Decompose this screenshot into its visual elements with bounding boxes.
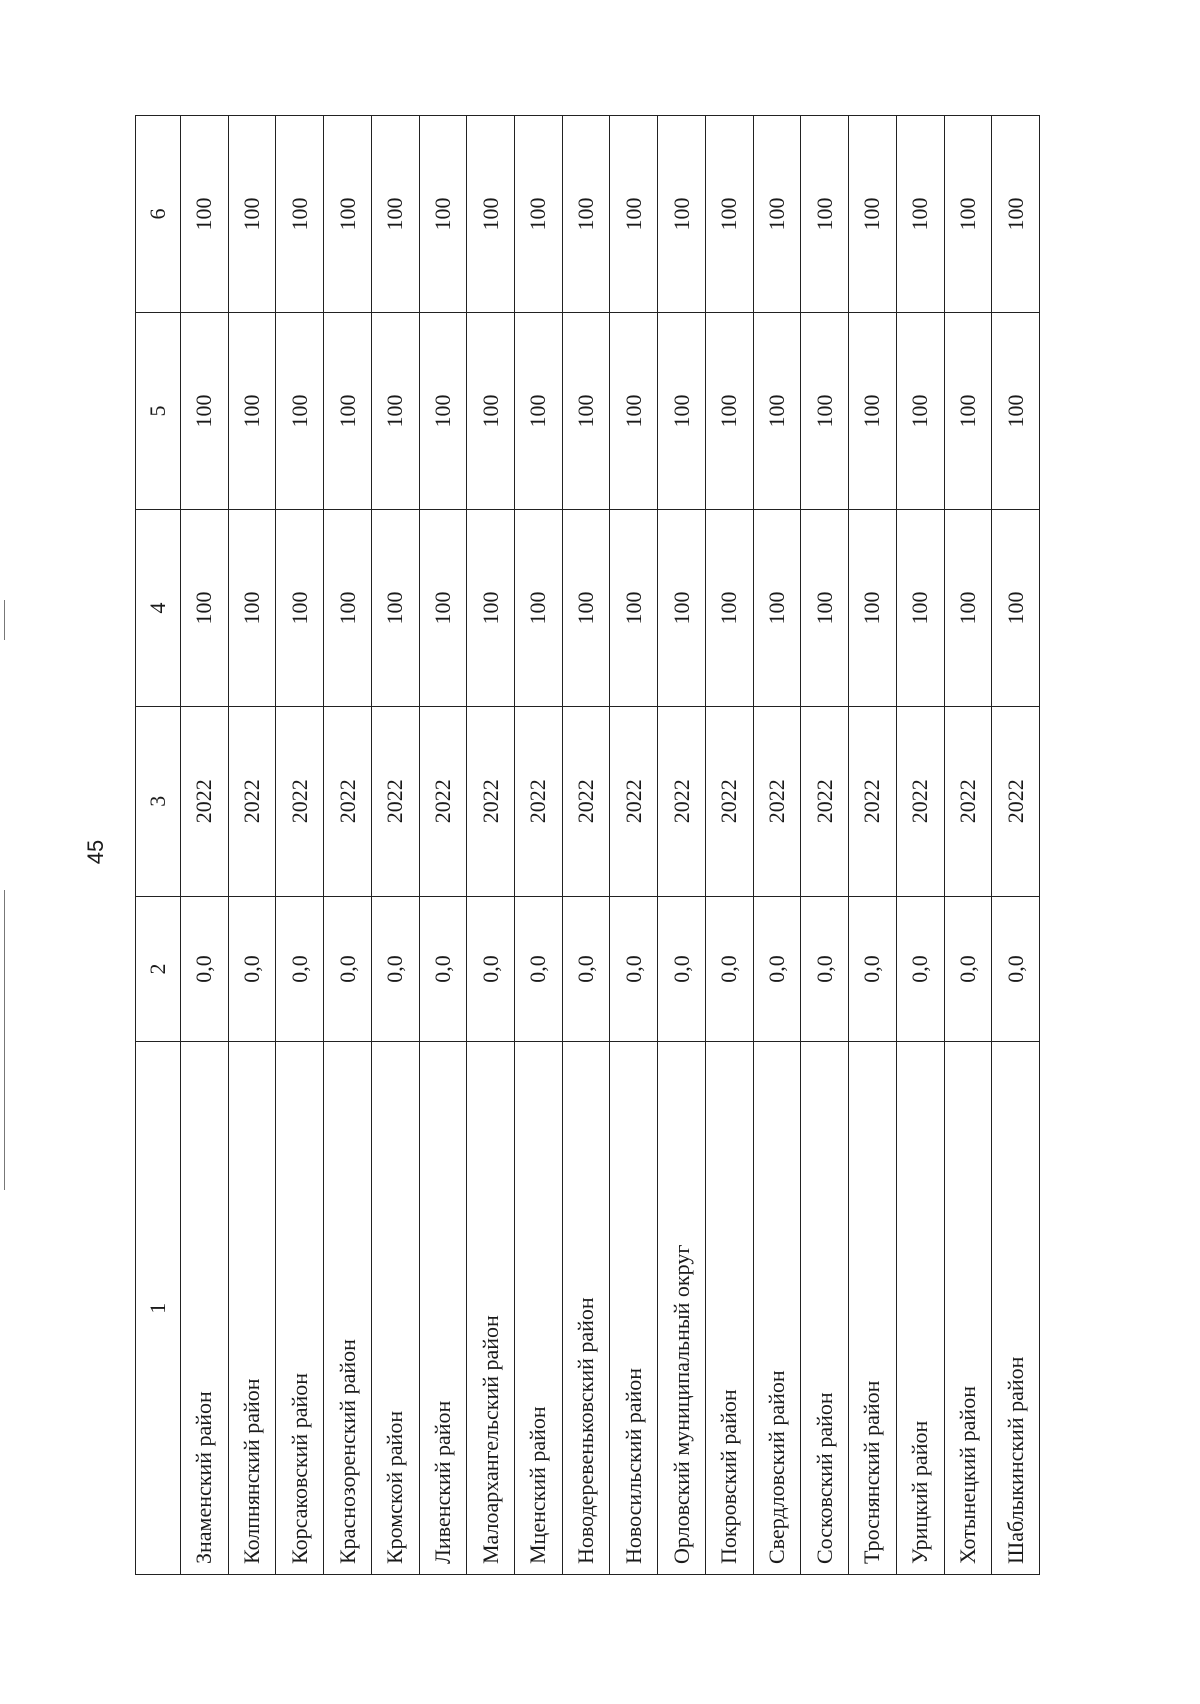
value-cell: 100: [610, 313, 658, 510]
district-name-cell: Сосковский район: [801, 1042, 849, 1575]
table-row: [228, 116, 276, 1575]
value-cell: 0,0: [610, 896, 658, 1042]
value-cell: 100: [228, 509, 276, 706]
district-name-cell: Краснозоренский район: [324, 1042, 372, 1575]
value-cell: 100: [753, 116, 801, 313]
value-cell: 0,0: [992, 896, 1040, 1042]
value-cell: 0,0: [324, 896, 372, 1042]
value-cell: 100: [467, 313, 515, 510]
value-cell: 100: [610, 116, 658, 313]
value-cell: 100: [324, 509, 372, 706]
table-header-row: [136, 116, 181, 1575]
value-cell: 2022: [658, 706, 706, 896]
column-header: 3: [136, 706, 181, 896]
value-cell: 0,0: [849, 896, 897, 1042]
table-row: [467, 116, 515, 1575]
value-cell: 2022: [753, 706, 801, 896]
district-name-cell: Ливенский район: [419, 1042, 467, 1575]
column-header: 5: [136, 313, 181, 510]
value-cell: 100: [324, 116, 372, 313]
value-cell: 2022: [944, 706, 992, 896]
scan-edge-mark: [4, 600, 5, 640]
value-cell: 100: [276, 116, 324, 313]
table-row: [610, 116, 658, 1575]
district-name-cell: Колпнянский район: [228, 1042, 276, 1575]
value-cell: 2022: [992, 706, 1040, 896]
value-cell: 0,0: [944, 896, 992, 1042]
value-cell: 100: [896, 509, 944, 706]
value-cell: 2022: [705, 706, 753, 896]
value-cell: 100: [849, 116, 897, 313]
table-row: [371, 116, 419, 1575]
value-cell: 100: [562, 116, 610, 313]
value-cell: 100: [944, 116, 992, 313]
data-table: [135, 115, 1040, 1575]
table-row: [419, 116, 467, 1575]
value-cell: 0,0: [562, 896, 610, 1042]
value-cell: 100: [181, 509, 229, 706]
value-cell: 100: [705, 313, 753, 510]
value-cell: 2022: [419, 706, 467, 896]
value-cell: 2022: [371, 706, 419, 896]
table-row: [849, 116, 897, 1575]
value-cell: 0,0: [228, 896, 276, 1042]
table-row: [896, 116, 944, 1575]
value-cell: 0,0: [753, 896, 801, 1042]
value-cell: 100: [610, 509, 658, 706]
table-row: [515, 116, 563, 1575]
district-name-cell: Мценский район: [515, 1042, 563, 1575]
value-cell: 100: [658, 116, 706, 313]
value-cell: 100: [753, 313, 801, 510]
value-cell: 100: [181, 313, 229, 510]
value-cell: 0,0: [896, 896, 944, 1042]
value-cell: 100: [228, 313, 276, 510]
district-name-cell: Покровский район: [705, 1042, 753, 1575]
table-row: [705, 116, 753, 1575]
table-row: [992, 116, 1040, 1575]
table-row: [562, 116, 610, 1575]
value-cell: 0,0: [515, 896, 563, 1042]
value-cell: 100: [705, 116, 753, 313]
district-name-cell: Новодеревеньковский район: [562, 1042, 610, 1575]
value-cell: 100: [849, 313, 897, 510]
value-cell: 0,0: [467, 896, 515, 1042]
district-name-cell: Новосильский район: [610, 1042, 658, 1575]
district-name-cell: Корсаковский район: [276, 1042, 324, 1575]
value-cell: 100: [515, 509, 563, 706]
column-header: 6: [136, 116, 181, 313]
table-row: [801, 116, 849, 1575]
value-cell: 0,0: [705, 896, 753, 1042]
district-name-cell: Хотынецкий район: [944, 1042, 992, 1575]
data-table-rotated: [135, 115, 1040, 1575]
value-cell: 2022: [181, 706, 229, 896]
column-header: 4: [136, 509, 181, 706]
value-cell: 100: [276, 313, 324, 510]
value-cell: 0,0: [371, 896, 419, 1042]
value-cell: 100: [467, 509, 515, 706]
value-cell: 100: [419, 313, 467, 510]
value-cell: 100: [658, 313, 706, 510]
value-cell: 0,0: [419, 896, 467, 1042]
value-cell: 2022: [610, 706, 658, 896]
value-cell: 100: [562, 509, 610, 706]
table-row: [944, 116, 992, 1575]
value-cell: 0,0: [658, 896, 706, 1042]
district-name-cell: Троснянский район: [849, 1042, 897, 1575]
value-cell: 100: [658, 509, 706, 706]
table-row: [753, 116, 801, 1575]
district-name-cell: Шаблыкинский район: [992, 1042, 1040, 1575]
column-header: 1: [136, 1042, 181, 1575]
value-cell: 100: [371, 313, 419, 510]
table-row: [276, 116, 324, 1575]
value-cell: 100: [801, 509, 849, 706]
value-cell: 100: [371, 509, 419, 706]
value-cell: 0,0: [181, 896, 229, 1042]
value-cell: 100: [705, 509, 753, 706]
district-name-cell: Свердловский район: [753, 1042, 801, 1575]
value-cell: 2022: [467, 706, 515, 896]
value-cell: 100: [992, 116, 1040, 313]
value-cell: 0,0: [276, 896, 324, 1042]
value-cell: 100: [324, 313, 372, 510]
value-cell: 100: [944, 509, 992, 706]
page-number: 45: [83, 839, 108, 865]
district-name-cell: Урицкий район: [896, 1042, 944, 1575]
value-cell: 100: [515, 116, 563, 313]
value-cell: 100: [801, 313, 849, 510]
value-cell: 2022: [562, 706, 610, 896]
value-cell: 100: [419, 116, 467, 313]
value-cell: 100: [371, 116, 419, 313]
value-cell: 2022: [324, 706, 372, 896]
district-name-cell: Кромской район: [371, 1042, 419, 1575]
value-cell: 0,0: [801, 896, 849, 1042]
value-cell: 100: [181, 116, 229, 313]
value-cell: 2022: [276, 706, 324, 896]
table-row: [181, 116, 229, 1575]
table-row: [324, 116, 372, 1575]
value-cell: 100: [801, 116, 849, 313]
scan-edge-mark: [4, 890, 5, 1190]
district-name-cell: Малоархангельский район: [467, 1042, 515, 1575]
value-cell: 2022: [849, 706, 897, 896]
value-cell: 2022: [515, 706, 563, 896]
value-cell: 100: [515, 313, 563, 510]
district-name-cell: Орловский муниципальный округ: [658, 1042, 706, 1575]
value-cell: 100: [228, 116, 276, 313]
table-row: [658, 116, 706, 1575]
value-cell: 100: [896, 116, 944, 313]
value-cell: 100: [992, 509, 1040, 706]
district-name-cell: Знаменский район: [181, 1042, 229, 1575]
value-cell: 100: [562, 313, 610, 510]
value-cell: 2022: [896, 706, 944, 896]
value-cell: 100: [276, 509, 324, 706]
value-cell: 100: [944, 313, 992, 510]
column-header: 2: [136, 896, 181, 1042]
value-cell: 2022: [801, 706, 849, 896]
value-cell: 100: [849, 509, 897, 706]
value-cell: 100: [753, 509, 801, 706]
value-cell: 100: [896, 313, 944, 510]
value-cell: 100: [992, 313, 1040, 510]
value-cell: 100: [419, 509, 467, 706]
value-cell: 100: [467, 116, 515, 313]
value-cell: 2022: [228, 706, 276, 896]
